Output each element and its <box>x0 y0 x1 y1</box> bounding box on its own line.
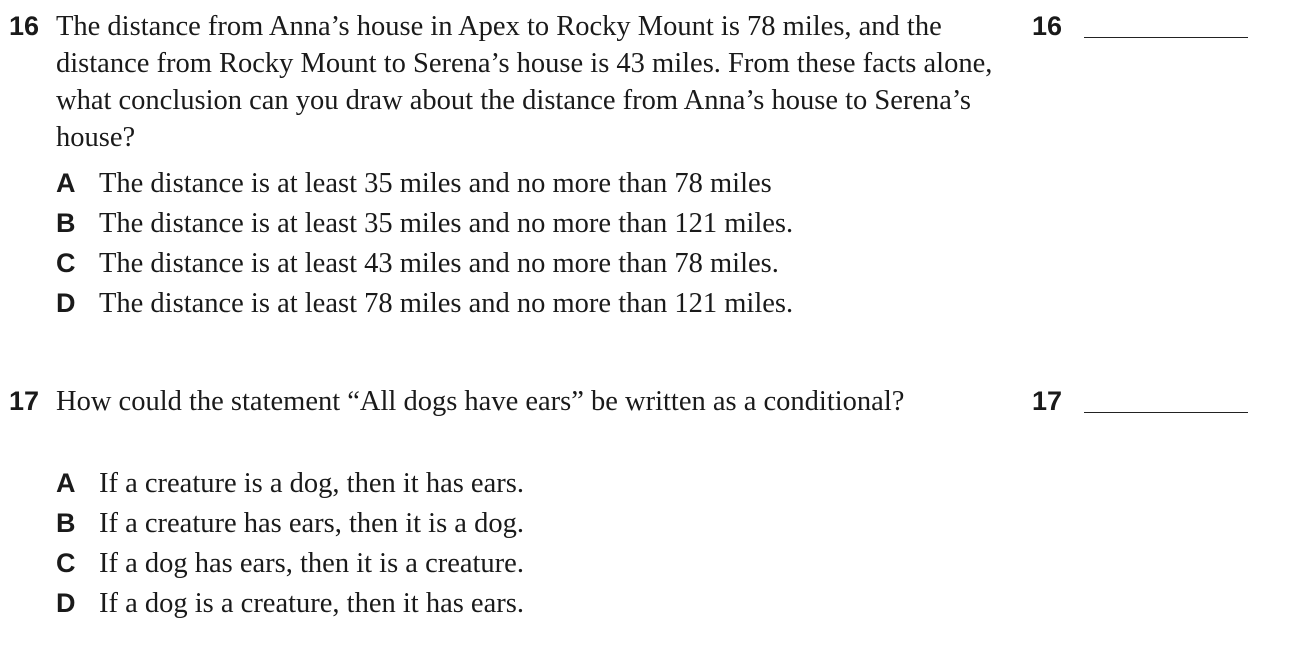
choice-letter: A <box>56 168 76 198</box>
choice-c[interactable] <box>56 543 524 583</box>
choice-letter: C <box>56 248 76 278</box>
choice-letter: B <box>56 508 76 538</box>
question-stem: The distance from Anna’s house in Apex to Rocky Mount is 78 miles, and the distance from Rocky Mount to Serena’s house is 43 miles. From these facts alone, what conclusion can you draw about the distance from Anna’s house to Serena’s house? <box>56 11 993 153</box>
answer-choices <box>56 463 524 623</box>
choice-letter: D <box>56 288 76 318</box>
choice-a[interactable] <box>56 463 524 503</box>
choice-b[interactable] <box>56 503 524 543</box>
choice-letter: A <box>56 468 76 498</box>
choice-d[interactable] <box>56 283 793 323</box>
choice-text: The distance is at least 35 miles and no more than 121 miles. <box>99 208 794 239</box>
answer-number: 17 <box>1032 386 1063 416</box>
choice-letter: C <box>56 548 76 578</box>
choice-text: If a creature has ears, then it is a dog. <box>99 508 524 539</box>
choice-text: The distance is at least 43 miles and no more than 78 miles. <box>99 248 779 279</box>
question-stem: How could the statement “All dogs have ears” be written as a conditional? <box>56 386 905 417</box>
question-number: 17 <box>9 386 40 416</box>
question-number: 16 <box>9 11 40 41</box>
choice-text: The distance is at least 78 miles and no more than 121 miles. <box>99 288 794 319</box>
choice-d[interactable] <box>56 583 524 623</box>
choice-text: If a dog is a creature, then it has ears. <box>99 588 524 619</box>
answer-choices <box>56 163 793 323</box>
choice-b[interactable] <box>56 203 793 243</box>
choice-text: If a creature is a dog, then it has ears. <box>99 468 524 499</box>
choice-c[interactable] <box>56 243 793 283</box>
choice-letter: B <box>56 208 76 238</box>
choice-text: The distance is at least 35 miles and no more than 78 miles <box>99 168 772 199</box>
choice-a[interactable] <box>56 163 793 203</box>
choice-text: If a dog has ears, then it is a creature. <box>99 548 524 579</box>
choice-letter: D <box>56 588 76 618</box>
answer-number: 16 <box>1032 11 1063 41</box>
answer-blank[interactable] <box>1084 37 1248 38</box>
answer-blank[interactable] <box>1084 412 1248 413</box>
